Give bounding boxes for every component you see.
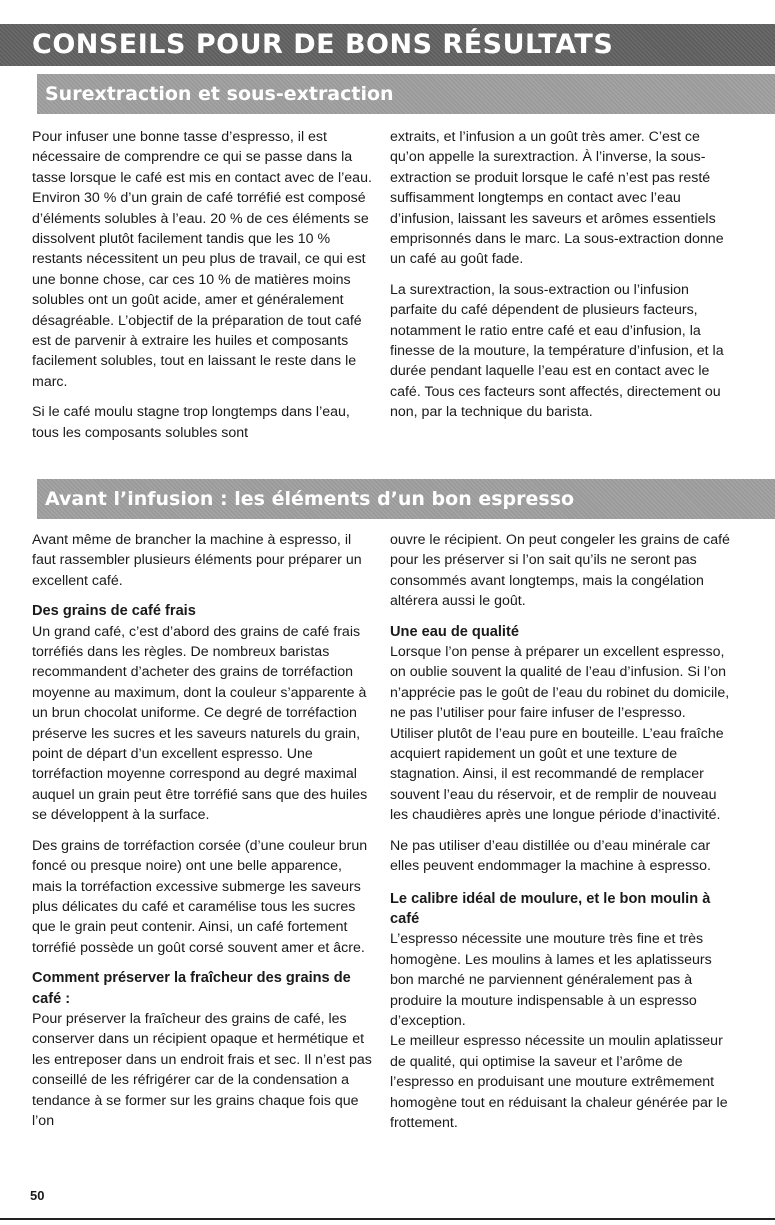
page-title: CONSEILS POUR DE BONS RÉSULTATS — [32, 29, 614, 60]
bottom-rule — [0, 1218, 775, 1220]
subheading-grind-and-grinder: Le calibre idéal de moulure, et le bon moulin à café — [390, 890, 711, 927]
paragraph: extraits, et l’infusion a un goût très amer. C’est ce qu’on appelle la surextraction. À l’inverse, la sous-extraction se produit lorsque le café n’est pas resté suffisamment longtemps en contact avec l’eau d’infusion, laissant les saveurs et arômes essentiels emprisonnés dans le marc. La sous-extraction donne un café au goût fade. — [390, 129, 724, 268]
paragraph: Un grand café, c’est d’abord des grains de café frais torréfiés dans les règles. De nombreux baristas recommandent d’acheter des grains de torréfaction moyenne au maximum, dont la couleur s’apparente à un brun chocolat uniforme. Ce degré de torréfaction préserve les sucres et les saveurs naturels du grain, point de départ d’un excellent espresso. Une torréfaction moyenne correspond au degré maximal auquel un grain peut être torréfié sans que des huiles se développent à la surface. — [32, 623, 368, 824]
page-header-bar — [0, 24, 775, 66]
paragraph: Ne pas utiliser d’eau distillée ou d’eau minérale car elles peuvent endommager la machine à espresso. — [390, 837, 711, 875]
section-title-extraction: Surextraction et sous-extraction — [45, 83, 394, 105]
paragraph: La surextraction, la sous-extraction ou l’infusion parfaite du café dépendent de plusieurs facteurs, notamment le ratio entre café et eau d’infusion, la finesse de la mouture, la température d’infusion, et la durée pendant laquelle l’eau est en contact avec le café. Tous ces facteurs sont affectés, directement ou non, par la technique du barista. — [390, 281, 724, 421]
section2-left-column — [32, 530, 372, 1141]
paragraph: Lorsque l’on pense à préparer un excellent espresso, on oublie souvent la qualité de l’eau d’infusion. Si l’on n’apprécie pas le goût de l’eau du robinet du domicile, ne pas l’utiliser pour faire infuser de l’espresso. Utiliser plutôt de l’eau pure en bouteille. L’eau fraîche acquiert rapidement un goût et une texture de stagnation. Ainsi, il est recommandé de remplacer souvent l’eau du réservoir, et de remplir de nouveau les chaudières après une longue période d’inactivité. — [390, 644, 730, 824]
section2-right-column — [390, 530, 730, 1143]
section-header-before-brewing — [37, 479, 775, 519]
paragraph: ouvre le récipient. On peut congeler les grains de café pour les préserver si l’on sait qu’ils ne seront pas consommés avant longtemps, mais la congélation altérera aussi le goût. — [390, 532, 730, 610]
paragraph: Si le café moulu stagne trop longtemps dans l’eau, tous les composants solubles sont — [32, 404, 350, 441]
paragraph: Pour préserver la fraîcheur des grains de café, les conserver dans un récipient opaque et hermétique et les entreposer dans un endroit frais et sec. Il n’est pas conseillé de les réfrigérer car de la condensation a tendance à se former sur les grains chaque fois que l’on — [32, 1010, 372, 1129]
paragraph: Des grains de torréfaction corsée (d’une couleur brun foncé ou presque noire) ont une belle apparence, mais la torréfaction excessive submerge les saveurs plus délicates du café et caramélise tous les sucres que le grain peut contenir. Ainsi, un café fortement torréfié possède un goût corsé souvent amer et âcre. — [32, 837, 368, 956]
paragraph: L’espresso nécessite une mouture très fine et très homogène. Les moulins à lames et les aplatisseurs bon marché ne parviennent généralement pas à produire la mouture indispensable à un espresso d’exception. — [390, 931, 712, 1029]
section-header-extraction — [37, 74, 775, 114]
subheading-fresh-beans: Des grains de café frais — [32, 603, 196, 620]
section1-right-column — [390, 127, 730, 433]
page-number: 50 — [30, 1188, 45, 1203]
paragraph: Avant même de brancher la machine à espresso, il faut rassembler plusieurs éléments pour préparer un excellent café. — [32, 532, 362, 589]
subheading-quality-water: Une eau de qualité — [390, 623, 519, 640]
subheading-preserve-freshness: Comment préserver la fraîcheur des grains de café : — [32, 970, 351, 1007]
section-title-before-brewing: Avant l’infusion : les éléments d’un bon espresso — [45, 488, 575, 510]
paragraph: Le meilleur espresso nécessite un moulin aplatisseur de qualité, qui optimise la saveur et l’arôme de l’espresso en produisant une mouture extrêmement homogène tout en réduisant la chaleur générée par le frottement. — [390, 1033, 728, 1131]
section1-left-column — [32, 127, 372, 453]
paragraph: Pour infuser une bonne tasse d’espresso, il est nécessaire de comprendre ce qui se passe dans la tasse lorsque le café est mis en contact avec de l’eau. Environ 30 % d’un grain de café torréfié est composé d’éléments solubles à l’eau. 20 % de ces éléments se dissolvent plutôt facilement tandis que les 10 % restants nécessitent un peu plus de travail, ce qui est une bonne chose, car ces 10 % de matières moins solubles ont un goût acide, amer et généralement désagréable. L’objectif de la préparation de tout café est de parvenir à extraire les huiles et composants facilement solubles, tout en laissant le reste dans le marc. — [32, 129, 372, 390]
